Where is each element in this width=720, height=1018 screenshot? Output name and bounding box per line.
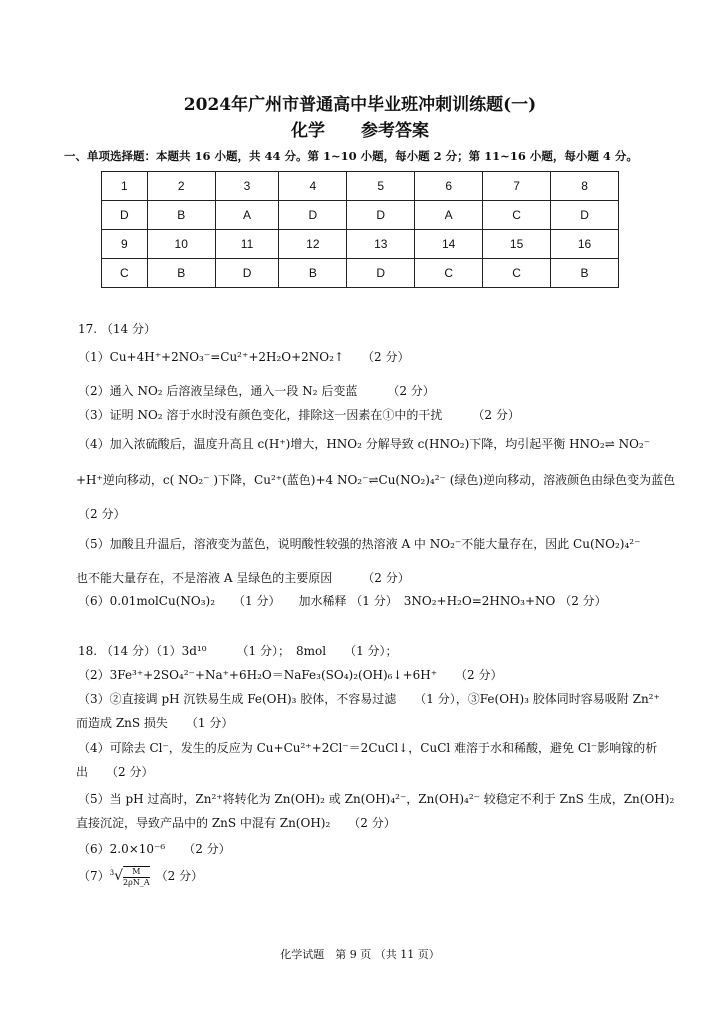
table-cell: D: [215, 259, 279, 288]
table-cell: D: [347, 259, 415, 288]
table-cell: 6: [415, 172, 483, 201]
section1-heading: 一、单项选择题：本题共 16 小题，共 44 分。第 1~10 小题，每小题 2 分；第 11~16 小题，每小题 4 分。: [64, 149, 638, 163]
table-cell: 12: [279, 230, 347, 259]
answer-table: [101, 171, 619, 288]
table-cell: 8: [551, 172, 619, 201]
q17-line-4b: +H⁺逆向移动，c( NO₂⁻ )下降，Cu²⁺(蓝色)+4 NO₂⁻⇌Cu(NO₂)₄²⁻ (绿色)逆向移动，溶液颜色由绿色变为蓝色: [76, 473, 676, 487]
q18-line-3b: 而造成 ZnS 损失 （1 分）: [76, 716, 234, 730]
page-footer: 化学试题 第 9 页 （共 11 页）: [280, 948, 440, 961]
q18-line-4a: （4）可除去 Cl⁻，发生的反应为 Cu+Cu²⁺+2Cl⁻＝2CuCl↓，CuCl 难溶于水和稀酸，避免 Cl⁻影响镓的析: [78, 741, 658, 755]
fraction-numerator: M: [132, 866, 141, 876]
table-cell: 10: [147, 230, 215, 259]
q17-line-5a: （5）加酸且升温后，溶液变为蓝色，说明酸性较强的热溶液 A 中 NO₂⁻不能大量存在，因此 Cu(NO₂)₄²⁻: [78, 537, 641, 551]
radical-icon: √: [114, 868, 124, 884]
table-cell: A: [215, 201, 279, 230]
table-cell: 1: [102, 172, 148, 201]
table-cell: 4: [279, 172, 347, 201]
table-cell: 13: [347, 230, 415, 259]
table-row: [102, 172, 619, 201]
q17-line-4c: （2 分）: [78, 507, 126, 521]
table-cell: D: [347, 201, 415, 230]
table-cell: B: [147, 201, 215, 230]
table-cell: D: [551, 201, 619, 230]
table-cell: 9: [102, 230, 148, 259]
q18-line-4b: 出 （2 分）: [76, 765, 154, 779]
table-row: [102, 259, 619, 288]
q18-line-7-prefix: （7）: [78, 869, 110, 883]
table-cell: 15: [483, 230, 551, 259]
q18-line-7: [78, 862, 203, 888]
q18-line-2: （2）3Fe³⁺+2SO₄²⁻+Na⁺+6H₂O＝NaFe₃(SO₄)₂(OH)₆↓+6H⁺ （2 分）: [78, 668, 503, 682]
table-cell: 5: [347, 172, 415, 201]
cube-root-fraction: [123, 866, 150, 888]
table-cell: B: [147, 259, 215, 288]
table-cell: 11: [215, 230, 279, 259]
q17-line-3: （3）证明 NO₂ 溶于水时没有颜色变化，排除这一因素在①中的干扰 （2 分）: [78, 408, 520, 422]
q17-line-1: （1）Cu+4H⁺+2NO₃⁻=Cu²⁺+2H₂O+2NO₂↑ （2 分）: [78, 350, 410, 364]
table-cell: C: [483, 259, 551, 288]
table-cell: C: [102, 259, 148, 288]
page-subtitle: [0, 116, 720, 141]
table-cell: B: [279, 259, 347, 288]
table-cell: 16: [551, 230, 619, 259]
q17-title: 17. （14 分）: [78, 322, 156, 336]
page-title: 2024年广州市普通高中毕业班冲刺训练题(一): [183, 95, 537, 115]
table-row: [102, 230, 619, 259]
q17-line-5b: 也不能大量存在，不是溶液 A 呈绿色的主要原因 （2 分）: [76, 571, 410, 585]
table-cell: D: [279, 201, 347, 230]
table-cell: A: [415, 201, 483, 230]
q18-line-1: 18. （14 分）（1）3d¹⁰ （1 分）； 8mol （1 分）；: [78, 644, 398, 658]
table-cell: 14: [415, 230, 483, 259]
q18-line-7-points: （2 分）: [161, 869, 204, 883]
answer-key-label: 参考答案: [361, 121, 429, 141]
table-cell: 3: [215, 172, 279, 201]
q18-line-6: （6）2.0×10⁻⁶ （2 分）: [78, 842, 231, 856]
table-cell: 7: [483, 172, 551, 201]
table-cell: C: [483, 201, 551, 230]
q18-line-5a: （5）当 pH 过高时，Zn²⁺将转化为 Zn(OH)₂ 或 Zn(OH)₄²⁻，Zn(OH)₄²⁻ 较稳定不利于 ZnS 生成，Zn(OH)₂: [78, 792, 675, 806]
table-cell: D: [102, 201, 148, 230]
q17-line-6: （6）0.01molCu(NO₃)₂ （1 分） 加水稀释 （1 分） 3NO₂+H₂O=2HNO₃+NO （2 分）: [78, 594, 607, 608]
root-index: 3: [109, 869, 115, 877]
subject-label: 化学: [291, 121, 325, 141]
q17-line-2: （2）通入 NO₂ 后溶液呈绿色，通入一段 N₂ 后变蓝 （2 分）: [78, 384, 435, 398]
table-cell: 2: [147, 172, 215, 201]
fraction-denominator: 2ρN_A: [123, 877, 150, 887]
q18-line-5b: 直接沉淀，导致产品中的 ZnS 中混有 Zn(OH)₂ （2 分）: [76, 816, 396, 830]
table-cell: B: [551, 259, 619, 288]
table-row: [102, 201, 619, 230]
q17-line-4a: （4）加入浓硫酸后，温度升高且 c(H⁺)增大，HNO₂ 分解导致 c(HNO₂)下降，均引起平衡 HNO₂⇌ NO₂⁻: [78, 437, 651, 451]
table-cell: C: [415, 259, 483, 288]
q18-line-3a: （3）②直接调 pH 沉铁易生成 Fe(OH)₃ 胶体，不容易过滤 （1 分），③Fe(OH)₃ 胶体同时容易吸附 Zn²⁺: [78, 692, 660, 706]
